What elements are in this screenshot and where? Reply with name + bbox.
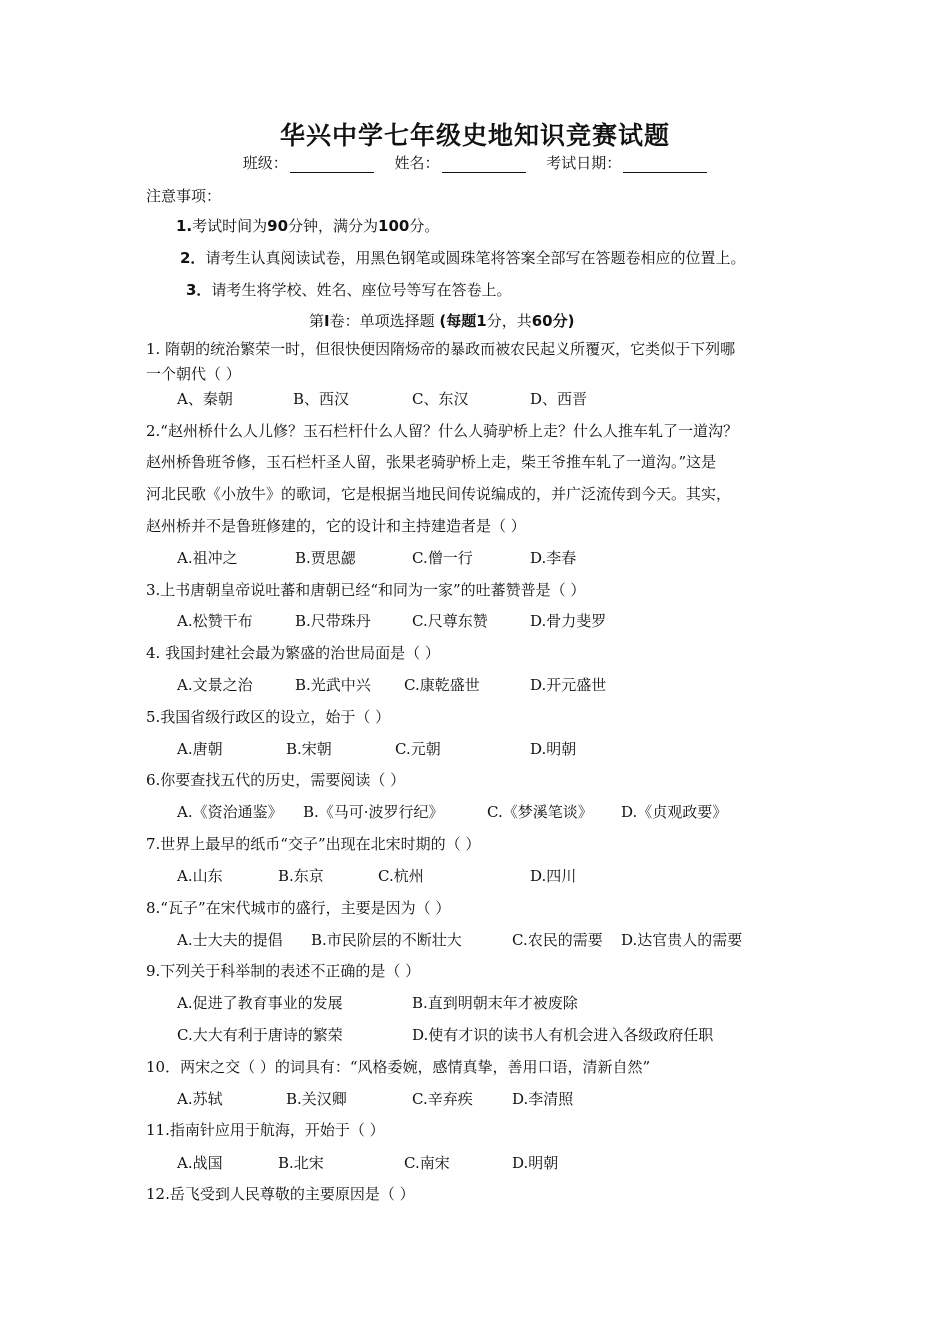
- date-blank[interactable]: [623, 158, 707, 173]
- question-11-option[interactable]: A.战国: [177, 1154, 223, 1172]
- question-6-option[interactable]: A.《资治通鉴》: [177, 803, 283, 821]
- section-f: 分，共: [486, 312, 532, 330]
- question-5-text-line: 5.我国省级行政区的设立，始于（ ）: [146, 708, 391, 726]
- question-3-option[interactable]: B.尺带珠丹: [295, 612, 371, 630]
- question-5-option[interactable]: C.元朝: [395, 740, 441, 758]
- question-3-text-line: 3.上书唐朝皇帝说吐蕃和唐朝已经“和同为一家”的吐蕃赞普是（ ）: [146, 581, 586, 599]
- section-a: 第: [309, 312, 325, 330]
- question-7-option[interactable]: A.山东: [177, 867, 223, 885]
- student-info-row: [0, 152, 950, 173]
- class-label: 班级：: [242, 154, 288, 172]
- name-label: 姓名：: [394, 154, 440, 172]
- note-1-minutes: 90: [267, 217, 289, 235]
- question-4-text-line: 4. 我国封建社会最为繁盛的治世局面是（ ）: [146, 644, 440, 662]
- question-11-option[interactable]: B.北宋: [278, 1154, 324, 1172]
- section-e: 1: [476, 312, 487, 330]
- question-8-option[interactable]: C.农民的需要: [512, 931, 603, 949]
- question-10-option[interactable]: A.苏轼: [177, 1090, 223, 1108]
- question-5-option[interactable]: A.唐朝: [177, 740, 223, 758]
- question-8-option[interactable]: A.士大夫的提倡: [177, 931, 283, 949]
- question-10-text-line: 10．两宋之交（ ）的词具有：“风格委婉，感情真挚，善用口语，清新自然”: [146, 1058, 651, 1076]
- question-10-option[interactable]: C.辛弃疾: [412, 1090, 473, 1108]
- note-1: [176, 216, 439, 236]
- note-2-prefix: 2．: [180, 249, 206, 267]
- question-1-option[interactable]: A、秦朝: [177, 390, 233, 408]
- question-11-option[interactable]: D.明朝: [512, 1154, 559, 1172]
- note-1-score: 100: [378, 217, 410, 235]
- question-7-option[interactable]: B.东京: [278, 867, 324, 885]
- question-1-option[interactable]: B、西汉: [293, 390, 350, 408]
- question-6-option[interactable]: B.《马可·波罗行纪》: [303, 803, 444, 821]
- notes-heading: 注意事项：: [146, 187, 222, 205]
- question-9-text-line: 9.下列关于科举制的表述不正确的是（ ）: [146, 962, 421, 980]
- question-9-option[interactable]: D.使有才识的读书人有机会进入各级政府任职: [412, 1026, 714, 1044]
- question-10-option[interactable]: D.李清照: [512, 1090, 574, 1108]
- question-2-text-line: 赵州桥鲁班爷修，玉石栏杆圣人留，张果老骑驴桥上走，柴王爷推车轧了一道沟。”这是: [146, 453, 717, 471]
- question-8-option[interactable]: D.达官贵人的需要: [621, 931, 743, 949]
- question-8-text-line: 8.“瓦子”在宋代城市的盛行，主要是因为（ ）: [146, 899, 451, 917]
- question-5-option[interactable]: D.明朝: [530, 740, 577, 758]
- question-4-option[interactable]: A.文景之治: [177, 676, 253, 694]
- question-2-option[interactable]: C.僧一行: [412, 549, 473, 567]
- class-field: [243, 152, 374, 173]
- question-11-text-line: 11.指南针应用于航海，开始于（ ）: [146, 1121, 385, 1139]
- class-blank[interactable]: [290, 158, 374, 173]
- note-2: [180, 248, 745, 268]
- question-2-option[interactable]: D.李春: [530, 549, 577, 567]
- question-3-option[interactable]: C.尺尊东赞: [412, 612, 488, 630]
- question-1-text-line: 1. 隋朝的统治繁荣一时，但很快便因隋炀帝的暴政而被农民起义所覆灭，它类似于下列哪: [146, 340, 736, 358]
- question-7-option[interactable]: D.四川: [530, 867, 577, 885]
- question-2-option[interactable]: B.贾思勰: [295, 549, 356, 567]
- question-4-option[interactable]: B.光武中兴: [295, 676, 371, 694]
- date-label: 考试日期：: [546, 154, 622, 172]
- question-2-text-line: 2.“赵州桥什么人儿修？玉石栏杆什么人留？什么人骑驴桥上走？什么人推车轧了一道沟？: [146, 422, 738, 440]
- name-field: [394, 152, 525, 173]
- section-c: 卷：单项选择题: [329, 312, 435, 330]
- note-1-prefix: 1.: [176, 217, 193, 235]
- question-2-text-line: 赵州桥并不是鲁班修建的，它的设计和主持建造者是（ ）: [146, 517, 526, 535]
- note-1-text-e: 分。: [409, 217, 440, 235]
- question-3-option[interactable]: D.骨力斐罗: [530, 612, 607, 630]
- page-title: 华兴中学七年级史地知识竞赛试题: [279, 121, 670, 150]
- section-g: 60: [531, 312, 553, 330]
- note-1-text-a: 考试时间为: [192, 217, 268, 235]
- question-12-text-line: 12.岳飞受到人民尊敬的主要原因是（ ）: [146, 1185, 415, 1203]
- question-1-option[interactable]: C、东汉: [412, 390, 469, 408]
- note-1-text-c: 分钟，满分为: [288, 217, 379, 235]
- note-3-text: 请考生将学校、姓名、座位号等写在答卷上。: [211, 281, 512, 299]
- question-6-option[interactable]: D.《贞观政要》: [621, 803, 728, 821]
- note-2-text: 请考生认真阅读试卷，用黑色钢笔或圆珠笔将答案全部写在答题卷相应的位置上。: [205, 249, 746, 267]
- name-blank[interactable]: [442, 158, 526, 173]
- question-3-option[interactable]: A.松赞干布: [177, 612, 253, 630]
- question-7-option[interactable]: C.杭州: [378, 867, 424, 885]
- section-h: 分): [552, 312, 575, 330]
- question-6-option[interactable]: C.《梦溪笔谈》: [487, 803, 593, 821]
- date-field: [546, 152, 707, 173]
- question-10-option[interactable]: B.关汉卿: [286, 1090, 347, 1108]
- section-d: (每题: [439, 312, 477, 330]
- question-2-option[interactable]: A.祖冲之: [177, 549, 238, 567]
- note-3: [186, 280, 511, 300]
- question-1-option[interactable]: D、西晋: [530, 390, 588, 408]
- question-6-text-line: 6.你要查找五代的历史，需要阅读（ ）: [146, 771, 406, 789]
- question-9-option[interactable]: A.促进了教育事业的发展: [177, 994, 343, 1012]
- question-2-text-line: 河北民歌《小放牛》的歌词，它是根据当地民间传说编成的，并广泛流传到今天。其实，: [146, 485, 732, 503]
- note-3-prefix: 3．: [186, 281, 212, 299]
- question-4-option[interactable]: C.康乾盛世: [404, 676, 480, 694]
- section-heading: [309, 311, 574, 331]
- question-4-option[interactable]: D.开元盛世: [530, 676, 607, 694]
- question-7-text-line: 7.世界上最早的纸币“交子”出现在北宋时期的（ ）: [146, 835, 481, 853]
- question-9-option[interactable]: B.直到明朝末年才被废除: [412, 994, 578, 1012]
- question-11-option[interactable]: C.南宋: [404, 1154, 450, 1172]
- section-roman: I: [324, 312, 330, 330]
- question-9-option[interactable]: C.大大有利于唐诗的繁荣: [177, 1026, 343, 1044]
- question-1-text-line: 一个朝代（ ）: [146, 365, 241, 383]
- question-8-option[interactable]: B.市民阶层的不断壮大: [311, 931, 462, 949]
- question-5-option[interactable]: B.宋朝: [286, 740, 332, 758]
